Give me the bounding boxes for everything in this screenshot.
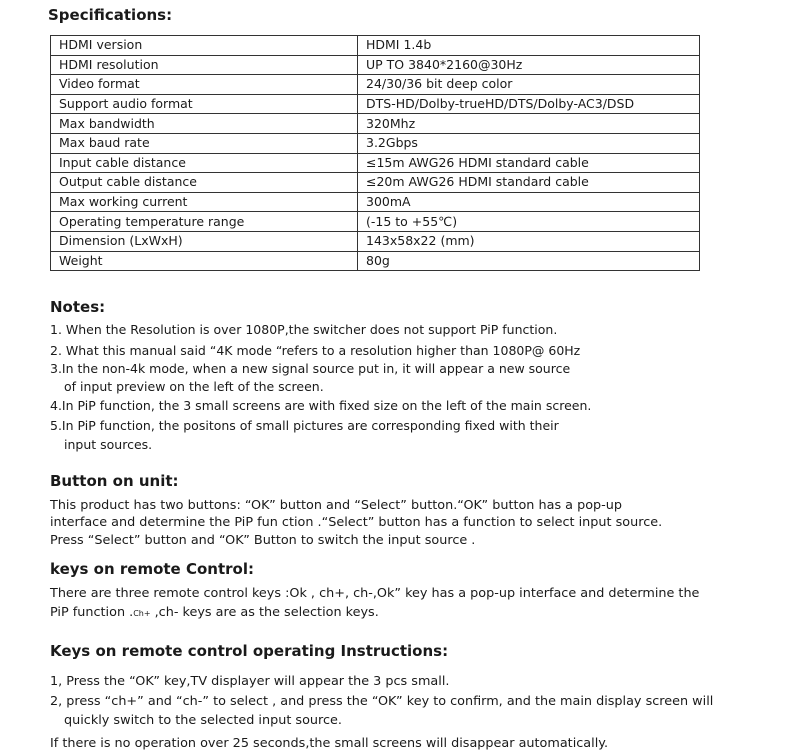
spec-row [51,75,700,95]
specifications-table [50,35,700,271]
spec-label: Max bandwidth [51,114,358,134]
instruction-line: quickly switch to the selected input source. [64,713,342,728]
ch-plus-small-text: Ch+ [133,609,151,618]
spec-value: 3.2Gbps [358,133,700,153]
spec-label: Weight [51,251,358,271]
spec-value: DTS-HD/Dolby-trueHD/DTS/Dolby-AC3/DSD [358,94,700,114]
spec-label: Support audio format [51,94,358,114]
spec-value: 143x58x22 (mm) [358,231,700,251]
note-line: 5.In PiP function, the positons of small pictures are corresponding fixed with their [50,418,559,433]
button-on-unit-line: This product has two buttons: “OK” button and “Select” button.“OK” button has a pop-up [50,498,623,513]
spec-row [51,114,700,134]
spec-row [51,55,700,75]
keys-remote-text: PiP function . [50,605,134,620]
spec-label: Operating temperature range [51,212,358,232]
spec-value: 300mA [358,192,700,212]
spec-value: ≤15m AWG26 HDMI standard cable [358,153,700,173]
specifications-heading: Specifications: [48,6,173,24]
spec-label: HDMI version [51,36,358,56]
spec-value: UP TO 3840*2160@30Hz [358,55,700,75]
spec-value: 80g [358,251,700,271]
spec-label: Output cable distance [51,173,358,193]
spec-value: ≤20m AWG26 HDMI standard cable [358,173,700,193]
instructions-heading: Keys on remote control operating Instructions: [50,642,449,660]
spec-label: Max baud rate [51,133,358,153]
note-line: 1. When the Resolution is over 1080P,the switcher does not support PiP function. [50,322,558,337]
spec-value: HDMI 1.4b [358,36,700,56]
spec-row [51,251,700,271]
keys-remote-text: ,ch- keys are as the selection keys. [150,605,379,620]
note-line: of input preview on the left of the screen. [64,379,324,394]
spec-row [51,153,700,173]
note-line: 3.In the non-4k mode, when a new signal source put in, it will appear a new source [50,361,571,376]
instruction-line: 2, press “ch+” and “ch-” to select , and press the “OK” key to confirm, and the main display screen will [50,694,714,709]
spec-value: 24/30/36 bit deep color [358,75,700,95]
spec-label: HDMI resolution [51,55,358,75]
button-on-unit-heading: Button on unit: [50,472,179,490]
button-on-unit-line: interface and determine the PiP fun ction .“Select” button has a function to select input source. [50,515,663,530]
spec-value: (-15 to +55℃) [358,212,700,232]
spec-label: Dimension (LxWxH) [51,231,358,251]
spec-label: Video format [51,75,358,95]
button-on-unit-line: Press “Select” button and “OK” Button to switch the input source . [50,533,476,548]
spec-row [51,36,700,56]
spec-row [51,173,700,193]
spec-label: Max working current [51,192,358,212]
notes-heading: Notes: [50,298,106,316]
spec-label: Input cable distance [51,153,358,173]
note-line: 2. What this manual said “4K mode “refers to a resolution higher than 1080P@ 60Hz [50,343,581,358]
keys-remote-heading: keys on remote Control: [50,560,254,578]
instruction-line: If there is no operation over 25 seconds,the small screens will disappear automatically. [50,736,609,751]
instruction-line: 1, Press the “OK” key,TV displayer will appear the 3 pcs small. [50,674,450,689]
keys-remote-line [50,604,379,623]
spec-value: 320Mhz [358,114,700,134]
spec-row [51,212,700,232]
spec-row [51,192,700,212]
spec-row [51,231,700,251]
note-line: 4.In PiP function, the 3 small screens are with fixed size on the left of the main screen. [50,398,592,413]
keys-remote-line: There are three remote control keys :Ok , ch+, ch-,Ok” key has a pop-up interface and determine the [50,586,700,601]
note-line: input sources. [64,437,153,452]
spec-row [51,94,700,114]
spec-row [51,133,700,153]
